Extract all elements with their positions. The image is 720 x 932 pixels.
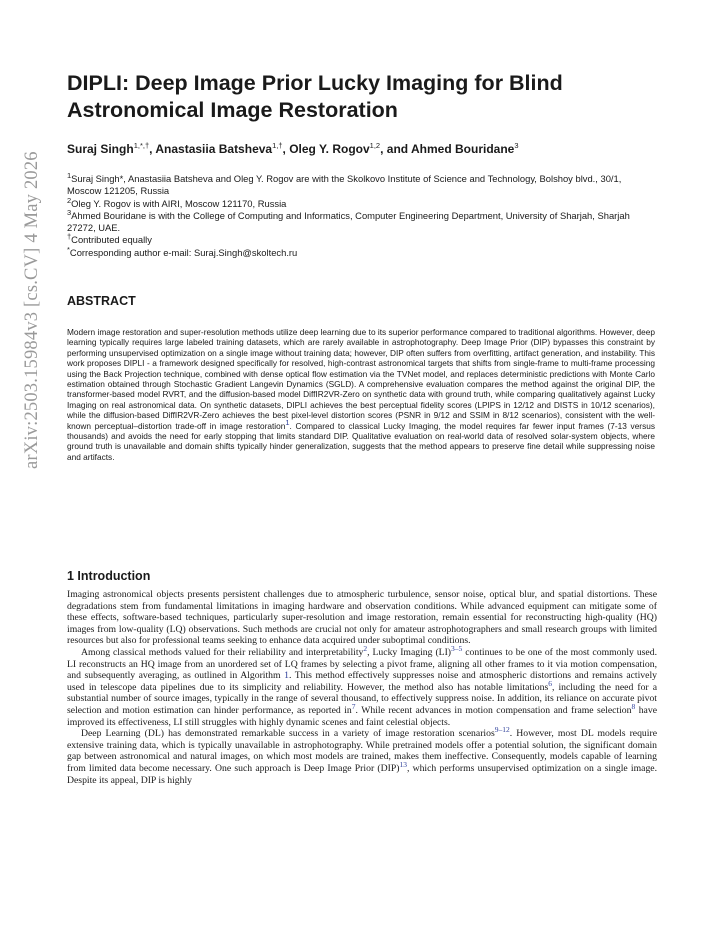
- text-run: . This method effectively suppresses noise and atmospheric distortions and remains actively used in telescope data pipelines due to its simplicity and reliability. However, the method also has notable limitations: [67, 670, 657, 693]
- abstract-text: [67, 327, 655, 462]
- affiliation-item: [67, 207, 657, 235]
- arxiv-identifier-stamp[interactable]: arXiv:2503.15984v3 [cs.CV] 4 May 2026: [22, 151, 42, 469]
- author-marks: 1,2: [369, 141, 381, 150]
- abstract-text-end: . Compared to classical Lucky Imaging, the model requires far fewer input frames (7-13 versus thousands) and avoids the need for early stopping that limits standard DIP. Qualitative evaluation on real-world data of resolved solar-system objects, where ground truth is unavailable and domain shifts typically hinder generalization, suggests that the method appears to preserve fine detail while suppressing noise and artifacts.: [67, 420, 655, 462]
- affiliation-item: [67, 244, 657, 259]
- paragraph: Imaging astronomical objects presents persistent challenges due to atmospheric turbulence, sensor noise, optical blur, and spatial distortions. These degradations stem from fundamental limitations in imaging hardware and observation conditions. While advanced equipment can mitigate some of these effects, software-based techniques, particularly super-resolution and image restoration, remain essential for reconstructing high-quality (HQ) images from low-quality (LQ) observations. Such methods are crucial not only for amateur astrophotographers and small research groups with limited resources but also for professional teams seeking to enhance data acquired under suboptimal conditions.: [67, 589, 657, 647]
- citation-link[interactable]: 2: [363, 643, 368, 653]
- affiliation-text: Oleg Y. Rogov is with AIRI, Moscow 121170, Russia: [71, 197, 287, 209]
- abstract-text-main: Modern image restoration and super-resolution methods utilize deep learning due to its superior performance compared to traditional algorithms. However, deep learning typically requires large labeled training datasets, which are rarely available in astrophotography. Deep Image Prior (DIP) bypasses this constraint by performing unsupervised optimization on a single image without training data; however, DIP often suffers from overfitting, artifact generation, and instability. This work proposes DIPLI - a framework designed specifically for resolved, high-contrast astronomical targets that shifts from single-frame to multi-frame processing using the Back Projection technique, combined with dense optical flow estimation via the TVNet model, and replaces deterministic predictions with Monte Carlo estimation obtained through Stochastic Gradient Langevin Dynamics (SGLD). A comprehensive evaluation compares the method against the original DIP, the transformer-based model RVRT, and the diffusion-based model DiffIR2VR-Zero on synthetic data with ground truth, while comparing qualitatively against Lucky Imaging on real astronomical data. On synthetic datasets, DIPLI achieves the best perceptual fidelity scores (LPIPS in 12/12 and DISTS in 10/12 scenarios), while the diffusion-based DiffIR2VR-Zero achieves the best pixel-level distortion scores (PSNR in 9/12 and SSIM in 8/12 scenarios), consistent with the well-known perceptual–distortion trade-off in image restoration: [67, 327, 655, 431]
- citation-link[interactable]: 8: [631, 701, 636, 711]
- text-run: , Lucky Imaging (LI): [367, 646, 452, 658]
- affiliation-item: [67, 234, 657, 246]
- affiliation-mark: 1: [67, 170, 72, 180]
- abstract-heading: ABSTRACT: [67, 294, 136, 308]
- text-run: , which performs unsupervised optimization on a single image. Despite its appeal, DIP is highly: [67, 762, 658, 786]
- section-heading-introduction: 1 Introduction: [67, 569, 151, 583]
- citation-link[interactable]: 6: [548, 678, 552, 688]
- affiliation-mark: *: [67, 244, 70, 254]
- citation-link[interactable]: 7: [351, 701, 356, 711]
- text-run: continues to be one of the most commonly used. LI reconstructs an HQ image from an unordered set of LQ frames by selecting a pivot frame, aligning all other frames to it via motion compensation, and subsequently averaging, as outlined in Algorithm: [67, 646, 657, 682]
- citation-link[interactable]: 1: [285, 417, 290, 427]
- affiliation-item: [67, 170, 657, 198]
- affiliation-mark: 3: [67, 207, 72, 217]
- author-name: Anastasiia Batsheva: [155, 142, 273, 156]
- author-marks: 3: [514, 141, 519, 150]
- author-separator: ,: [282, 142, 290, 156]
- author-name: Oleg Y. Rogov: [289, 142, 370, 156]
- author-marks: 1,†: [272, 141, 283, 150]
- author-and: , and: [380, 142, 411, 156]
- affiliation-text: Contributed equally: [71, 234, 152, 246]
- author-name: Ahmed Bouridane: [411, 142, 515, 156]
- affiliation-mark: †: [67, 232, 72, 242]
- text-run: . While recent advances in motion compensation and frame selection: [355, 704, 632, 716]
- citation-link[interactable]: 9–12: [494, 724, 510, 734]
- text-run: Deep Learning (DL) has demonstrated remarkable success in a variety of image restoration scenarios: [81, 728, 495, 740]
- affiliation-text: Ahmed Bouridane is with the College of Computing and Informatics, Computer Engineering Department, University of Sharjah, Sharjah 27272, UAE.: [67, 209, 630, 234]
- affiliation-item: [67, 195, 657, 210]
- affiliation-text: Suraj Singh*, Anastasiia Batsheva and Oleg Y. Rogov are with the Skolkovo Institute of Science and Technology, Bolshoy blvd., 30/1, Moscow 121205, Russia: [67, 173, 622, 197]
- citation-link[interactable]: 13: [399, 759, 407, 769]
- citation-link[interactable]: 3–5: [451, 643, 463, 653]
- affiliation-mark: 2: [67, 195, 72, 205]
- author-separator: ,: [149, 142, 156, 156]
- text-run: . However, most DL models require extensive training data, which is typically unavailable in astrophotography. While pretrained models offer a potential solution, the significant domain gap between astronomical and natural images, on which most models are trained, makes them ineffective. Consequently, models capable of learning from limited data become necessary. One such approach is Deep Image Prior (DIP): [67, 728, 657, 774]
- author-list: [67, 141, 667, 157]
- algorithm-link[interactable]: 1: [284, 670, 289, 682]
- paragraph: [67, 643, 657, 728]
- text-run: , including the need for a substantial number of source images, typically in the range of several thousand, to effectively suppress noise. In addition, its reliance on accurate pivot selection and motion estimation can hinder performance, as reported in: [67, 681, 657, 716]
- author-name: Suraj Singh: [67, 142, 134, 156]
- paragraph: [67, 724, 658, 786]
- introduction-body: [67, 589, 657, 786]
- affiliation-list: [67, 170, 657, 259]
- text-run: have improved its effectiveness, LI still struggles with highly dynamic scenes and faint celestial objects.: [67, 704, 657, 728]
- affiliation-text: Corresponding author e-mail: Suraj.Singh@skoltech.ru: [69, 246, 298, 258]
- text-run: Among classical methods valued for their reliability and interpretability: [81, 646, 364, 658]
- paper-title: DIPLI: Deep Image Prior Lucky Imaging for Blind Astronomical Image Restoration: [67, 71, 563, 122]
- author-marks: 1,*,†: [133, 141, 150, 150]
